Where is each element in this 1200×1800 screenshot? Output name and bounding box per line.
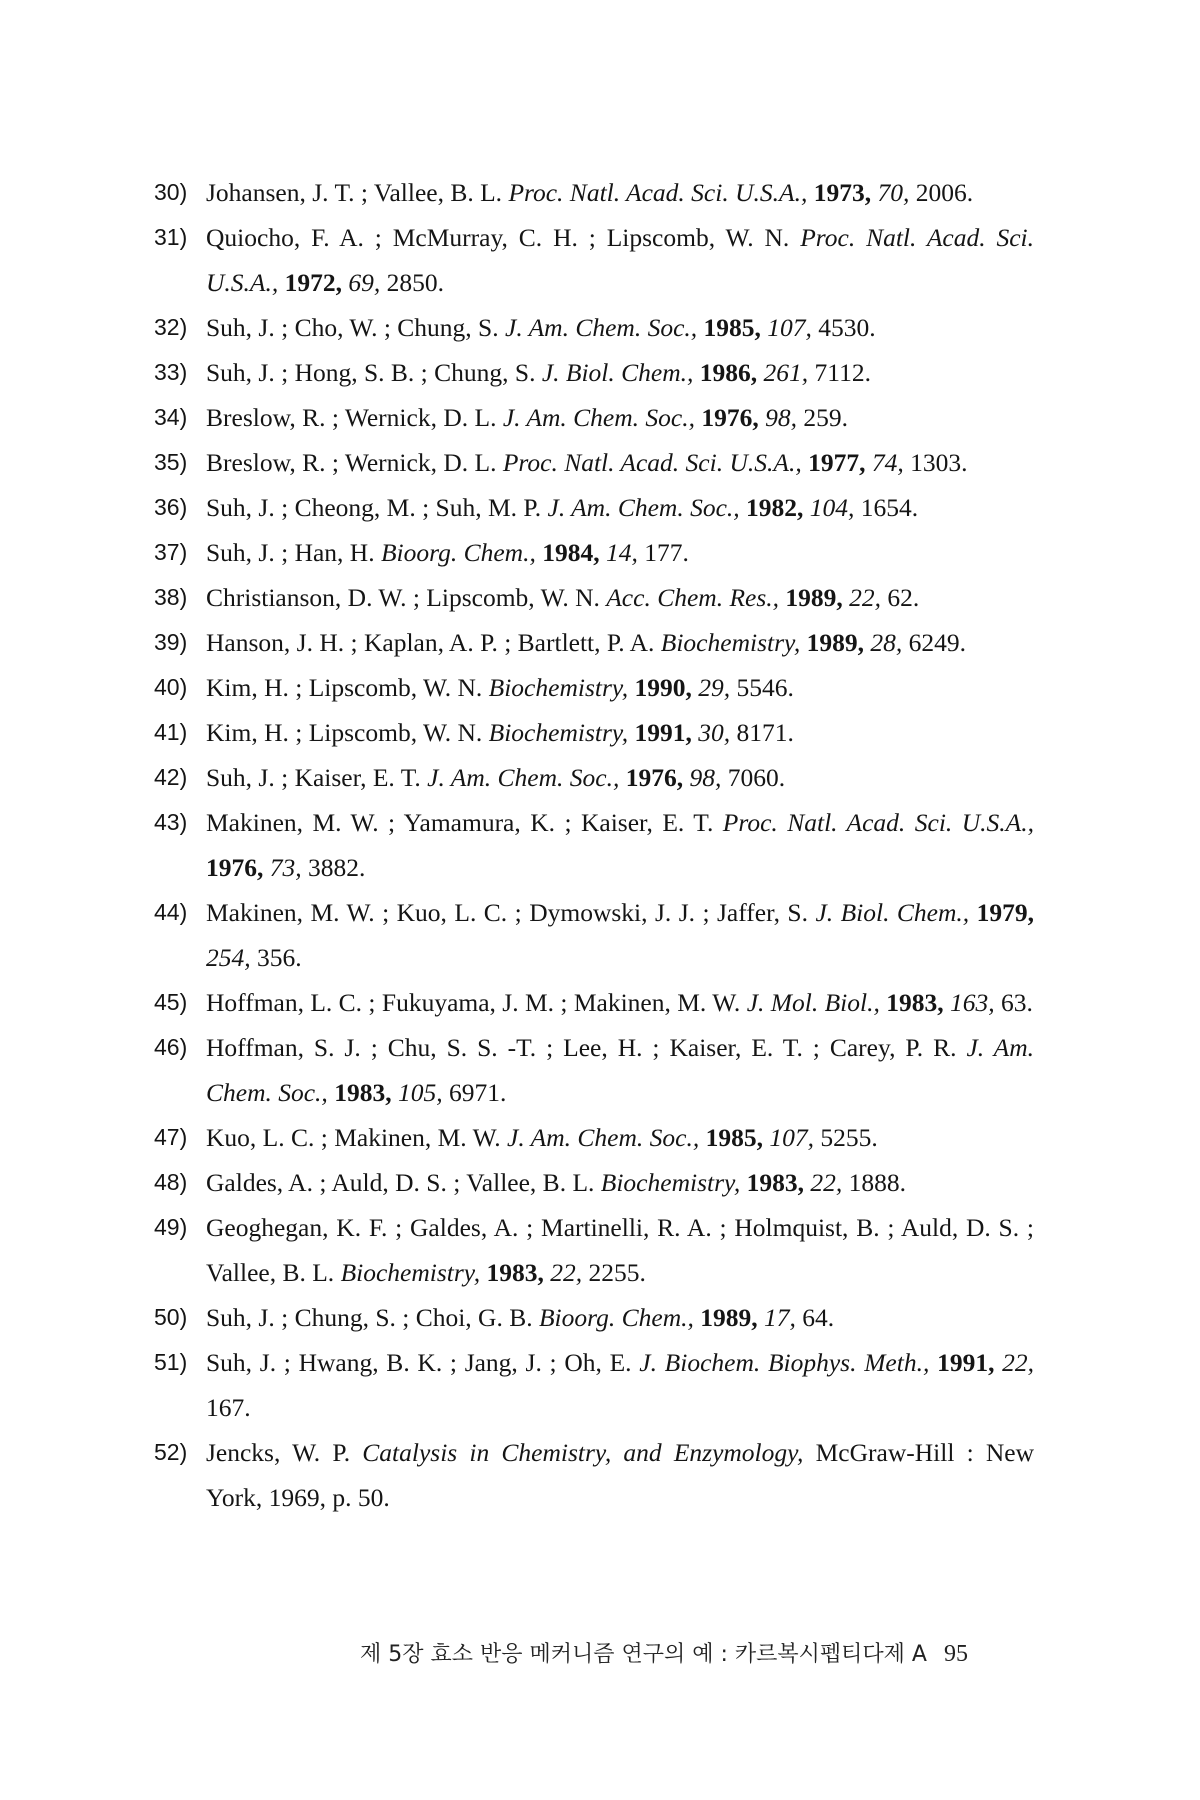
reference-entry (154, 1115, 1034, 1160)
reference-authors: Suh, J. ; Hwang, B. K. ; Jang, J. ; Oh, E. (206, 1348, 632, 1377)
reference-pages: 1303. (910, 448, 968, 477)
reference-year: 1991, (634, 718, 692, 747)
reference-entry (154, 305, 1034, 350)
reference-number: 49) (154, 1214, 188, 1240)
reference-year: 1982, (746, 493, 804, 522)
reference-authors: Kuo, L. C. ; Makinen, M. W. (206, 1123, 501, 1152)
reference-journal: Biochemistry, (488, 718, 629, 747)
reference-text (206, 988, 1033, 1017)
reference-pages: 62. (887, 583, 920, 612)
reference-journal: Catalysis in Chemistry, and Enzymology, (362, 1438, 804, 1467)
reference-year: 1983, (886, 988, 944, 1017)
reference-authors: Makinen, M. W. ; Kuo, L. C. ; Dymowski, J. J. ; Jaffer, S. (206, 898, 808, 927)
reference-text (206, 718, 794, 747)
reference-text (206, 1348, 1034, 1422)
reference-pages: 167. (206, 1393, 251, 1422)
reference-journal: J. Am. Chem. Soc., (206, 1033, 1035, 1107)
reference-text (206, 1213, 1034, 1287)
reference-authors: Johansen, J. T. ; Vallee, B. L. (206, 178, 503, 207)
reference-entry (154, 530, 1034, 575)
reference-journal: J. Am. Chem. Soc., (507, 1123, 700, 1152)
reference-pages: 1654. (860, 493, 919, 522)
reference-number: 32) (154, 314, 188, 340)
reference-pages: 5546. (736, 673, 794, 702)
reference-authors: Suh, J. ; Han, H. (206, 538, 375, 567)
reference-authors: Quiocho, F. A. ; McMurray, C. H. ; Lipscomb, W. N. (206, 223, 790, 252)
reference-journal: J. Biochem. Biophys. Meth., (639, 1348, 930, 1377)
reference-entry (154, 1205, 1034, 1295)
reference-journal: Biochemistry, (488, 673, 629, 702)
reference-year: 1984, (542, 538, 600, 567)
reference-pages: 5255. (820, 1123, 878, 1152)
reference-journal: Biochemistry, (600, 1168, 741, 1197)
reference-volume: 22, (810, 1168, 843, 1197)
reference-number: 33) (154, 359, 188, 385)
reference-authors: Kim, H. ; Lipscomb, W. N. (206, 673, 483, 702)
reference-text (206, 808, 1034, 882)
reference-number: 52) (154, 1439, 188, 1465)
reference-year: 1991, (937, 1348, 995, 1377)
reference-pages: 1888. (848, 1168, 907, 1197)
reference-number: 37) (154, 539, 188, 565)
reference-text (206, 313, 876, 342)
reference-number: 44) (154, 899, 188, 925)
reference-text (206, 538, 689, 567)
reference-journal: J. Am. Chem. Soc., (502, 403, 695, 432)
reference-volume: 254, (206, 943, 251, 972)
reference-publisher: McGraw-Hill : New York, 1969, p. 50. (206, 1438, 1034, 1512)
reference-entry (154, 1430, 1034, 1520)
reference-volume: 104, (809, 493, 855, 522)
reference-pages: 4530. (818, 313, 876, 342)
reference-year: 1985, (705, 1123, 763, 1152)
reference-number: 35) (154, 449, 188, 475)
reference-number: 51) (154, 1349, 188, 1375)
reference-authors: Christianson, D. W. ; Lipscomb, W. N. (206, 583, 600, 612)
reference-text (206, 1033, 1034, 1107)
reference-number: 41) (154, 719, 188, 745)
reference-pages: 259. (803, 403, 848, 432)
reference-entry (154, 395, 1034, 440)
reference-text (206, 403, 848, 432)
reference-authors: Hoffman, S. J. ; Chu, S. S. -T. ; Lee, H. ; Kaiser, E. T. ; Carey, P. R. (206, 1033, 957, 1062)
reference-number: 45) (154, 989, 188, 1015)
reference-entry (154, 665, 1034, 710)
reference-volume: 22, (550, 1258, 583, 1287)
reference-volume: 17, (764, 1303, 796, 1332)
reference-authors: Breslow, R. ; Wernick, D. L. (206, 403, 497, 432)
reference-entry (154, 1295, 1034, 1340)
reference-pages: 2006. (915, 178, 974, 207)
reference-text (206, 673, 794, 702)
reference-authors: Hanson, J. H. ; Kaplan, A. P. ; Bartlett, P. A. (206, 628, 655, 657)
reference-volume: 73, (269, 853, 302, 882)
reference-journal: Proc. Natl. Acad. Sci. U.S.A., (206, 223, 1035, 297)
reference-number: 31) (154, 224, 188, 250)
reference-volume: 29, (698, 673, 731, 702)
reference-entry (154, 1025, 1034, 1115)
reference-authors: Suh, J. ; Hong, S. B. ; Chung, S. (206, 358, 536, 387)
reference-pages: 3882. (308, 853, 366, 882)
reference-entry (154, 755, 1034, 800)
reference-pages: 2255. (588, 1258, 646, 1287)
page-number: 95 (943, 1641, 968, 1667)
reference-year: 1976, (625, 763, 684, 792)
reference-entry (154, 170, 1034, 215)
reference-year: 1976, (701, 403, 759, 432)
reference-authors: Makinen, M. W. ; Yamamura, K. ; Kaiser, E. T. (206, 808, 714, 837)
reference-text (206, 358, 871, 387)
reference-entry (154, 1340, 1034, 1430)
reference-journal: Acc. Chem. Res., (606, 583, 780, 612)
reference-volume: 74, (871, 448, 904, 477)
reference-journal: J. Am. Chem. Soc., (427, 763, 620, 792)
reference-year: 1973, (813, 178, 872, 207)
reference-journal: J. Am. Chem. Soc., (547, 493, 740, 522)
reference-journal: Biochemistry, (340, 1258, 481, 1287)
reference-number: 43) (154, 809, 188, 835)
reference-pages: 64. (802, 1303, 835, 1332)
page-footer (360, 1637, 1020, 1668)
reference-volume: 22, (1002, 1348, 1035, 1377)
reference-entry (154, 800, 1034, 890)
reference-journal: J. Biol. Chem., (815, 898, 970, 927)
reference-volume: 163, (949, 988, 995, 1017)
reference-year: 1989, (785, 583, 843, 612)
reference-year: 1983, (746, 1168, 805, 1197)
reference-number: 36) (154, 494, 188, 520)
reference-list (154, 170, 1034, 1520)
reference-year: 1990, (634, 673, 692, 702)
reference-volume: 261, (763, 358, 809, 387)
reference-pages: 177. (644, 538, 689, 567)
reference-number: 48) (154, 1169, 188, 1195)
reference-journal: Proc. Natl. Acad. Sci. U.S.A., (502, 448, 802, 477)
reference-text (206, 223, 1034, 297)
reference-entry (154, 485, 1034, 530)
reference-text (206, 493, 918, 522)
reference-text (206, 1303, 834, 1332)
reference-entry (154, 620, 1034, 665)
reference-volume: 28, (870, 628, 903, 657)
reference-authors: Hoffman, L. C. ; Fukuyama, J. M. ; Makinen, M. W. (206, 988, 741, 1017)
reference-year: 1989, (806, 628, 865, 657)
reference-year: 1976, (206, 853, 264, 882)
reference-entry (154, 575, 1034, 620)
reference-number: 34) (154, 404, 188, 430)
reference-text (206, 448, 967, 477)
reference-authors: Suh, J. ; Kaiser, E. T. (206, 763, 421, 792)
reference-text (206, 628, 966, 657)
reference-pages: 63. (1000, 988, 1033, 1017)
reference-text (206, 763, 785, 792)
reference-pages: 6971. (448, 1078, 507, 1107)
reference-journal: Bioorg. Chem., (538, 1303, 694, 1332)
reference-entry (154, 215, 1034, 305)
reference-number: 50) (154, 1304, 188, 1330)
reference-authors: Breslow, R. ; Wernick, D. L. (206, 448, 497, 477)
reference-journal: Proc. Natl. Acad. Sci. U.S.A., (722, 808, 1034, 837)
reference-entry (154, 350, 1034, 395)
reference-pages: 356. (257, 943, 302, 972)
reference-volume: 107, (769, 1123, 814, 1152)
reference-volume: 107, (767, 313, 812, 342)
reference-year: 1972, (284, 268, 342, 297)
reference-volume: 98, (765, 403, 797, 432)
reference-number: 42) (154, 764, 188, 790)
reference-text (206, 1438, 1034, 1512)
reference-volume: 22, (849, 583, 882, 612)
reference-year: 1977, (808, 448, 866, 477)
reference-authors: Geoghegan, K. F. ; Galdes, A. ; Martinelli, R. A. ; Holmquist, B. ; Auld, D. S. ; Vallee, B. L. (206, 1213, 1034, 1287)
reference-pages: 7112. (814, 358, 871, 387)
reference-volume: 30, (698, 718, 731, 747)
reference-year: 1983, (334, 1078, 392, 1107)
reference-pages: 8171. (736, 718, 794, 747)
reference-journal: J. Biol. Chem., (541, 358, 694, 387)
reference-number: 47) (154, 1124, 188, 1150)
reference-number: 39) (154, 629, 188, 655)
reference-year: 1983, (486, 1258, 544, 1287)
reference-number: 40) (154, 674, 188, 700)
reference-authors: Jencks, W. P. (206, 1438, 351, 1467)
reference-entry (154, 980, 1034, 1025)
reference-year: 1986, (699, 358, 758, 387)
reference-volume: 98, (689, 763, 722, 792)
reference-year: 1989, (700, 1303, 758, 1332)
reference-authors: Galdes, A. ; Auld, D. S. ; Vallee, B. L. (206, 1168, 595, 1197)
reference-authors: Suh, J. ; Cheong, M. ; Suh, M. P. (206, 493, 542, 522)
reference-number: 46) (154, 1034, 188, 1060)
reference-entry (154, 710, 1034, 755)
reference-year: 1985, (703, 313, 761, 342)
reference-pages: 2850. (386, 268, 444, 297)
reference-journal: Biochemistry, (660, 628, 801, 657)
reference-authors: Suh, J. ; Chung, S. ; Choi, G. B. (206, 1303, 533, 1332)
reference-volume: 69, (348, 268, 381, 297)
reference-authors: Suh, J. ; Cho, W. ; Chung, S. (206, 313, 499, 342)
reference-text (206, 898, 1034, 972)
reference-journal: Proc. Natl. Acad. Sci. U.S.A., (508, 178, 808, 207)
reference-text (206, 1168, 906, 1197)
reference-number: 38) (154, 584, 188, 610)
reference-number: 30) (154, 179, 188, 205)
reference-journal: J. Am. Chem. Soc., (505, 313, 698, 342)
reference-volume: 105, (397, 1078, 443, 1107)
reference-journal: J. Mol. Biol., (746, 988, 880, 1017)
reference-authors: Kim, H. ; Lipscomb, W. N. (206, 718, 483, 747)
reference-volume: 70, (877, 178, 910, 207)
reference-pages: 6249. (908, 628, 967, 657)
reference-entry (154, 890, 1034, 980)
reference-year: 1979, (976, 898, 1035, 927)
chapter-running-title: 제 5장 효소 반응 메커니즘 연구의 예 : 카르복시펩티다제 A (360, 1642, 927, 1667)
reference-journal: Bioorg. Chem., (380, 538, 536, 567)
reference-volume: 14, (605, 538, 638, 567)
reference-text (206, 583, 919, 612)
reference-text (206, 1123, 878, 1152)
reference-pages: 7060. (727, 763, 786, 792)
reference-entry (154, 1160, 1034, 1205)
reference-entry (154, 440, 1034, 485)
reference-text (206, 178, 973, 207)
